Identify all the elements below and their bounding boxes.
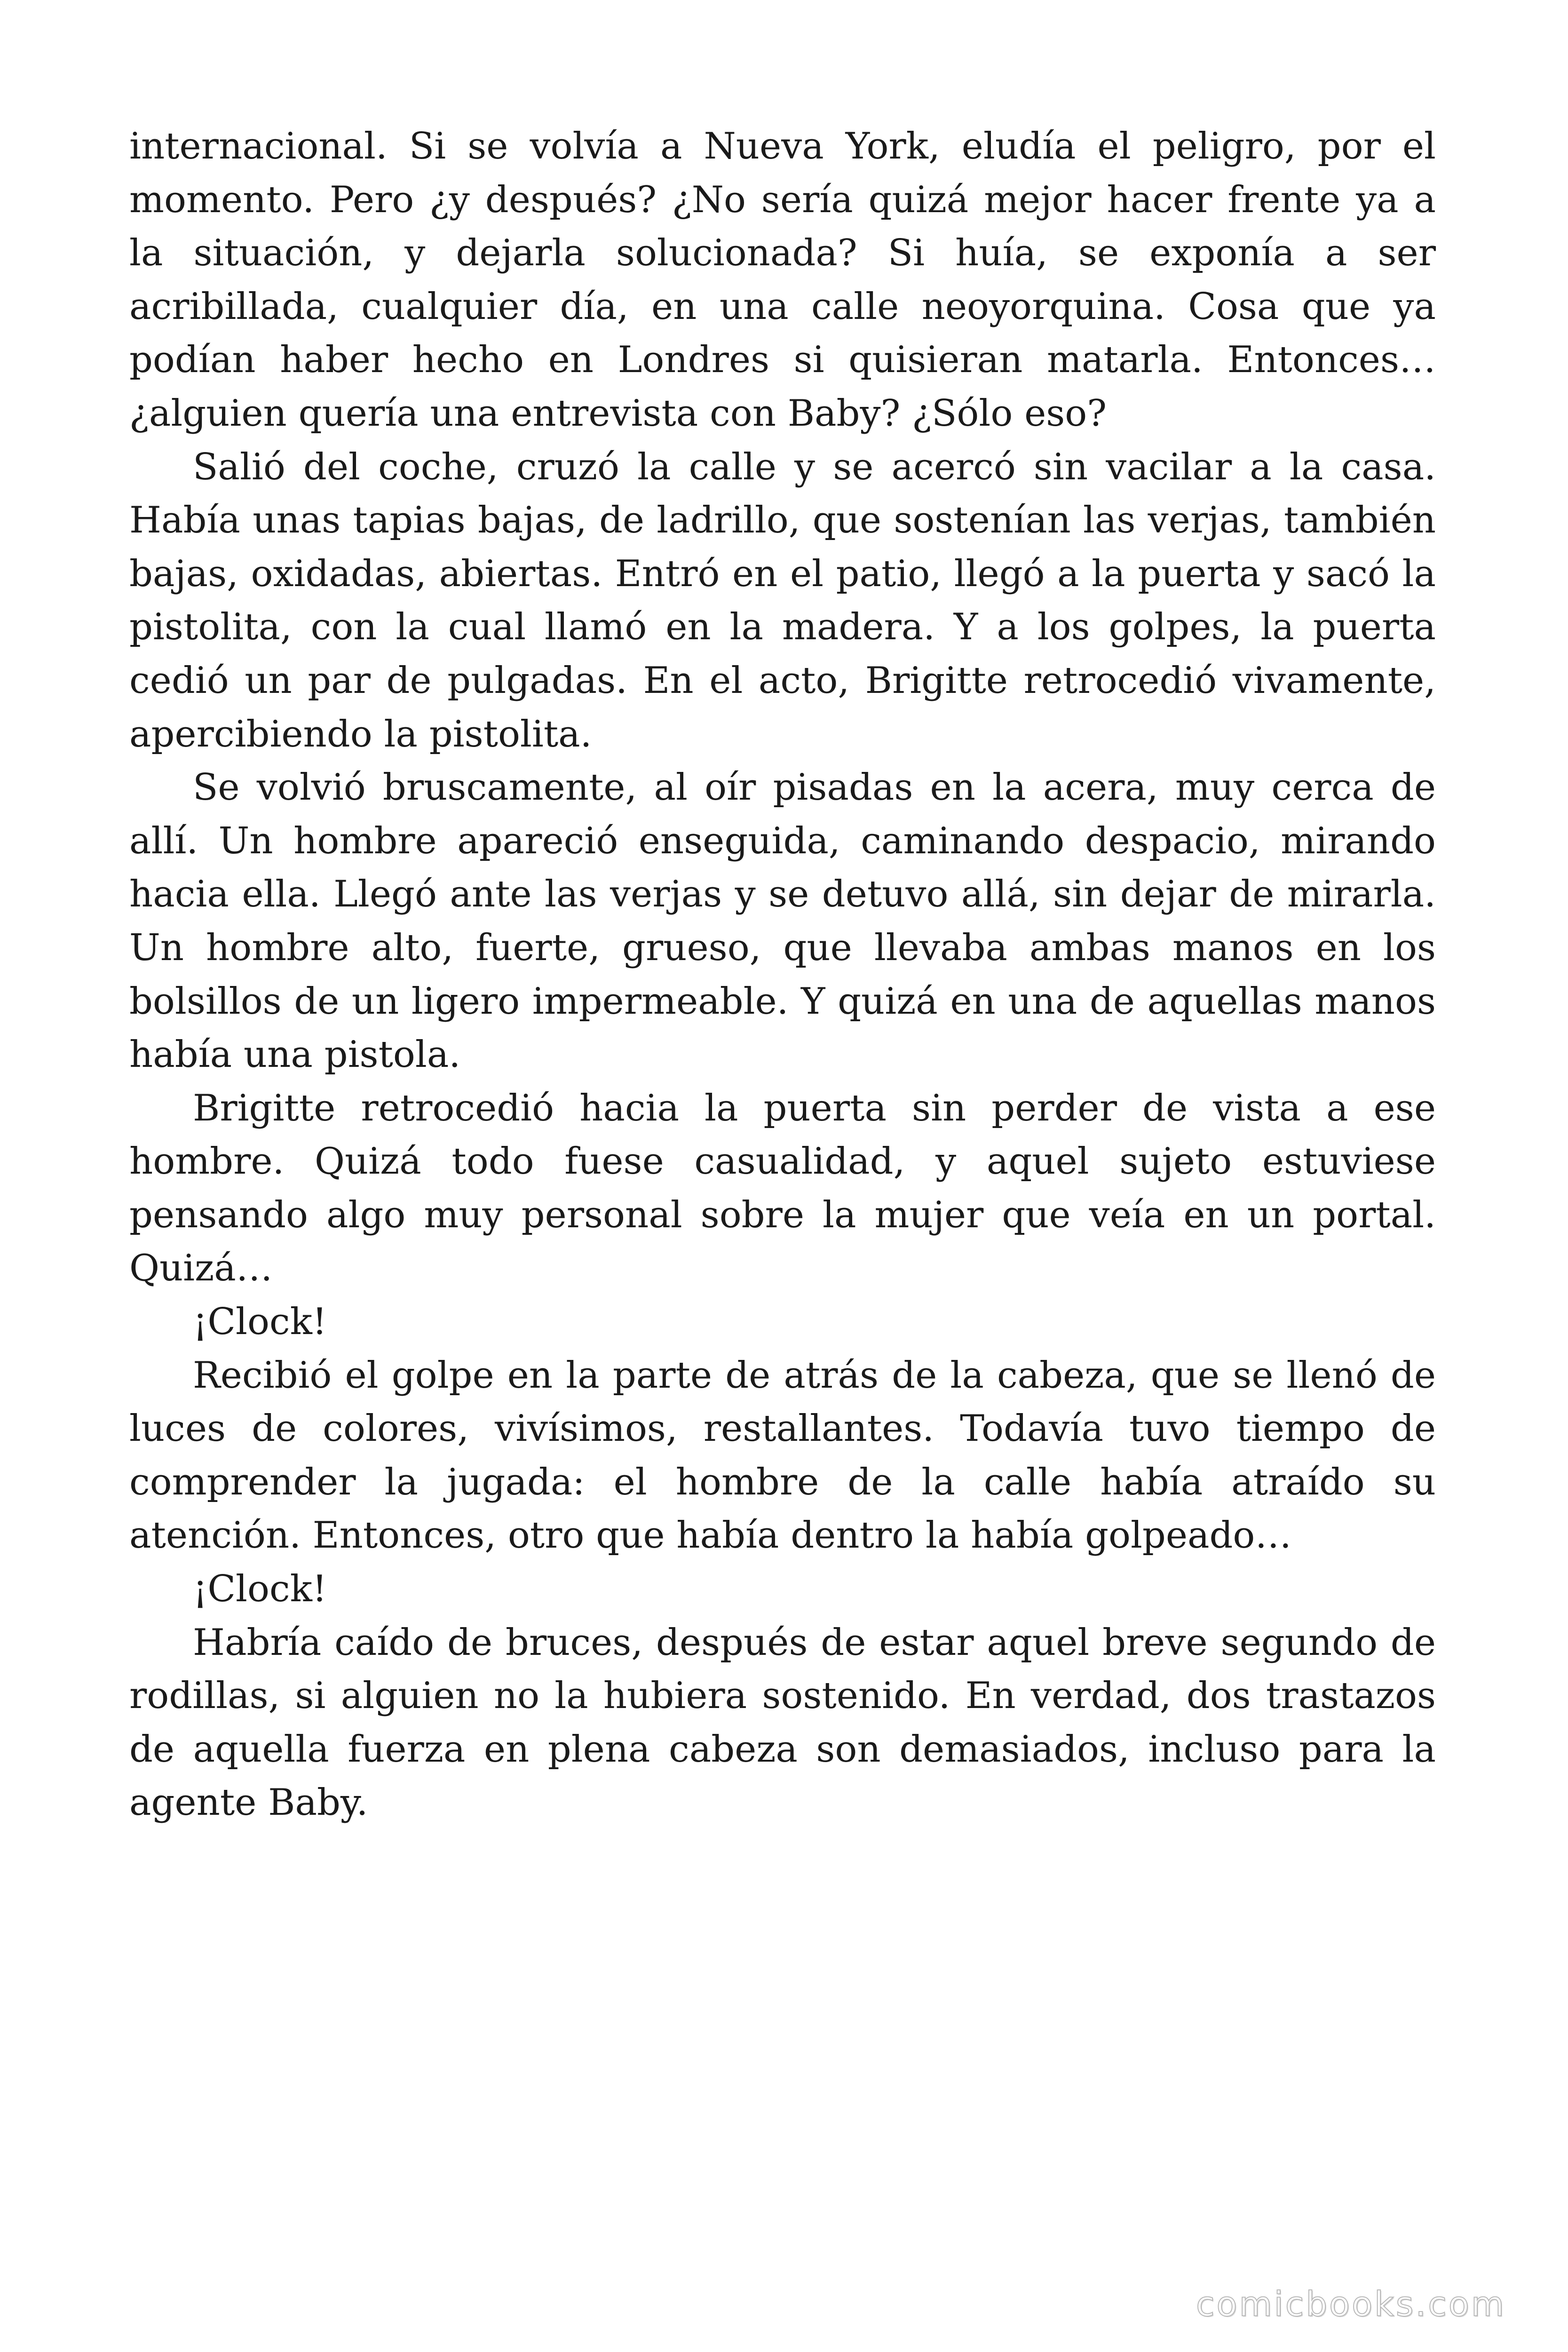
paragraph: Recibió el golpe en la parte de atrás de la cabeza, que se llenó de luces de colores, vivísimos, restallantes. Todavía tuvo tiempo de comprender la jugada: el hombre de la calle había atraído su atención. Entonces, otro que había dentro la había golpeado… — [129, 1354, 1436, 1557]
paragraph: Habría caído de bruces, después de estar aquel breve segundo de rodillas, si alguien no la hubiera sostenido. En verdad, dos trastazos de aquella fuerza en plena cabeza son demasiados, incluso para la agente Baby. — [129, 1621, 1436, 1824]
paragraph: Salió del coche, cruzó la calle y se acercó sin vacilar a la casa. Había unas tapias bajas, de ladrillo, que sostenían las verjas, también bajas, oxidadas, abiertas. Entró en el patio, llegó a la puerta y sacó la pistolita, con la cual llamó en la madera. Y a los golpes, la puerta cedió un par de pulgadas. En el acto, Brigitte retrocedió vivamente, apercibiendo la pistolita. — [129, 445, 1436, 755]
body-text — [129, 120, 1436, 1830]
paragraph: ¡Clock! — [193, 1568, 327, 1611]
paragraph: Brigitte retrocedió hacia la puerta sin perder de vista a ese hombre. Quizá todo fuese casualidad, y aquel sujeto estuviese pensando algo muy personal sobre la mujer que veía en un portal. Quizá… — [129, 1087, 1436, 1290]
paragraph: ¡Clock! — [193, 1301, 327, 1343]
paragraph: Se volvió bruscamente, al oír pisadas en la acera, muy cerca de allí. Un hombre apareció enseguida, caminando despacio, mirando hacia ella. Llegó ante las verjas y se detuvo allá, sin dejar de mirarla. Un hombre alto, fuerte, grueso, que llevaba ambas manos en los bolsillos de un ligero impermeable. Y quizá en una de aquellas manos había una pistola. — [129, 766, 1436, 1076]
paragraph: internacional. Si se volvía a Nueva York, eludía el peligro, por el momento. Pero ¿y después? ¿No sería quizá mejor hacer frente ya a la situación, y dejarla solucionada? Si huía, se exponía a ser acribillada, cualquier día, en una calle neoyorquina. Cosa que ya podían haber hecho en Londres si quisieran matarla. Entonces… ¿alguien quería una entrevista con Baby? ¿Sólo eso? — [129, 125, 1436, 435]
watermark: comicbooks.com — [1196, 2284, 1506, 2324]
